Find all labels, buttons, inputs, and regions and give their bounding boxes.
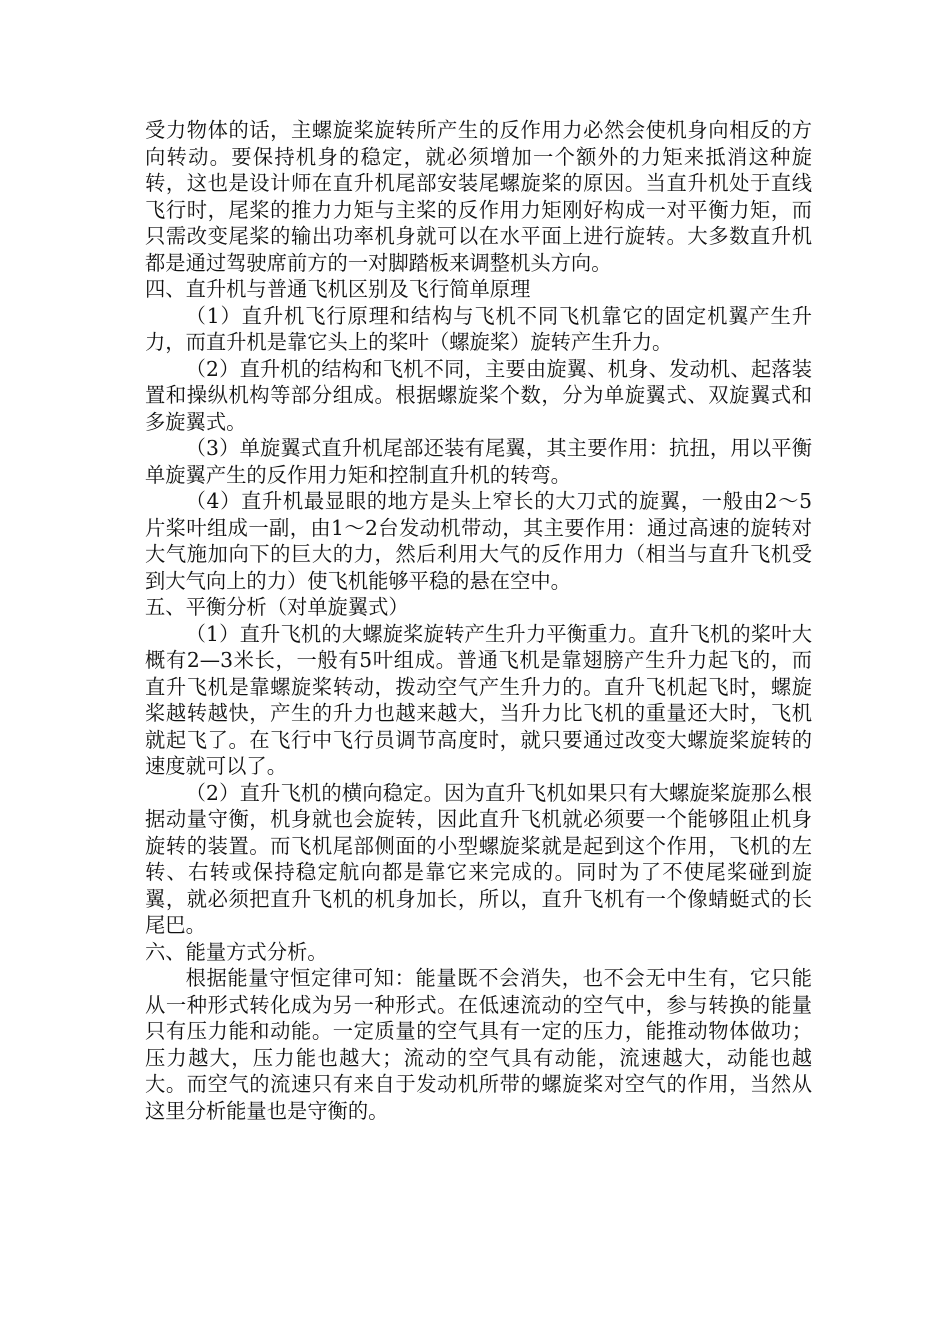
section-5-heading: 五、平衡分析（对单旋翼式） bbox=[145, 595, 409, 619]
section-5-paragraph-2: （2）直升飞机的横向稳定。因为直升飞机如果只有大螺旋桨旋那么根据动量守衡，机身就也会旋转，因此直升飞机就必须要一个能够阻止机身旋转的装置。而飞机尾部侧面的小型螺旋桨就是起到这个作用，飞机的左转、右转或保持稳定航向都是靠它来完成的。同时为了不使尾桨碰到旋翼，就必须把直升飞机的机身加长，所以，直升飞机有一个像蜻蜓式的长尾巴。 bbox=[145, 780, 812, 937]
section-4-paragraph-3: （3）单旋翼式直升机尾部还装有尾翼，其主要作用：抗扭，用以平衡单旋翼产生的反作用力矩和控制直升机的转弯。 bbox=[145, 436, 812, 487]
section-4-paragraph-2: （2）直升机的结构和飞机不同，主要由旋翼、机身、发动机、起落装置和操纵机构等部分组成。根据螺旋桨个数，分为单旋翼式、双旋翼式和多旋翼式。 bbox=[145, 356, 812, 434]
document-page bbox=[145, 117, 812, 1124]
section-4-paragraph-4: （4）直升机最显眼的地方是头上窄长的大刀式的旋翼，一般由2～5片桨叶组成一副，由1～2台发动机带动，其主要作用：通过高速的旋转对大气施加向下的巨大的力，然后利用大气的反作用力（相当与直升飞机受到大气向上的力）使飞机能够平稳的悬在空中。 bbox=[145, 489, 812, 593]
opening-paragraph: 受力物体的话，主螺旋桨旋转所产生的反作用力必然会使机身向相反的方向转动。要保持机身的稳定，就必须增加一个额外的力矩来抵消这种旋转，这也是设计师在直升机尾部安装尾螺旋桨的原因。当直升机处于直线飞行时，尾桨的推力力矩与主桨的反作用力矩刚好构成一对平衡力矩，而只需改变尾桨的输出功率机身就可以在水平面上进行旋转。大多数直升机都是通过驾驶席前方的一对脚踏板来调整机头方向。 bbox=[145, 118, 812, 275]
section-4-paragraph-1: （1）直升机飞行原理和结构与飞机不同飞机靠它的固定机翼产生升力，而直升机是靠它头上的桨叶（螺旋桨）旋转产生升力。 bbox=[145, 303, 812, 354]
section-4-heading: 四、直升机与普通飞机区别及飞行简单原理 bbox=[145, 277, 531, 301]
section-6-heading: 六、能量方式分析。 bbox=[145, 939, 328, 964]
section-5-paragraph-1: （1）直升飞机的大螺旋桨旋转产生升力平衡重力。直升飞机的桨叶大概有2—3米长，一般有5叶组成。普通飞机是靠翅膀产生升力起飞的，而直升飞机是靠螺旋桨转动，拨动空气产生升力的。直升飞机起飞时，螺旋桨越转越快，产生的升力也越来越大，当升力比飞机的重量还大时，飞机就起飞了。在飞行中飞行员调节高度时，就只要通过改变大螺旋桨旋转的速度就可以了。 bbox=[145, 621, 812, 778]
section-6-paragraph-1: 根据能量守恒定律可知：能量既不会消失，也不会无中生有，它只能从一种形式转化成为另一种形式。在低速流动的空气中，参与转换的能量只有压力能和动能。一定质量的空气具有一定的压力，能推动物体做功；压力越大，压力能也越大；流动的空气具有动能，流速越大，动能也越大。而空气的流速只有来自于发动机所带的螺旋桨对空气的作用，当然从这里分析能量也是守衡的。 bbox=[145, 966, 812, 1123]
